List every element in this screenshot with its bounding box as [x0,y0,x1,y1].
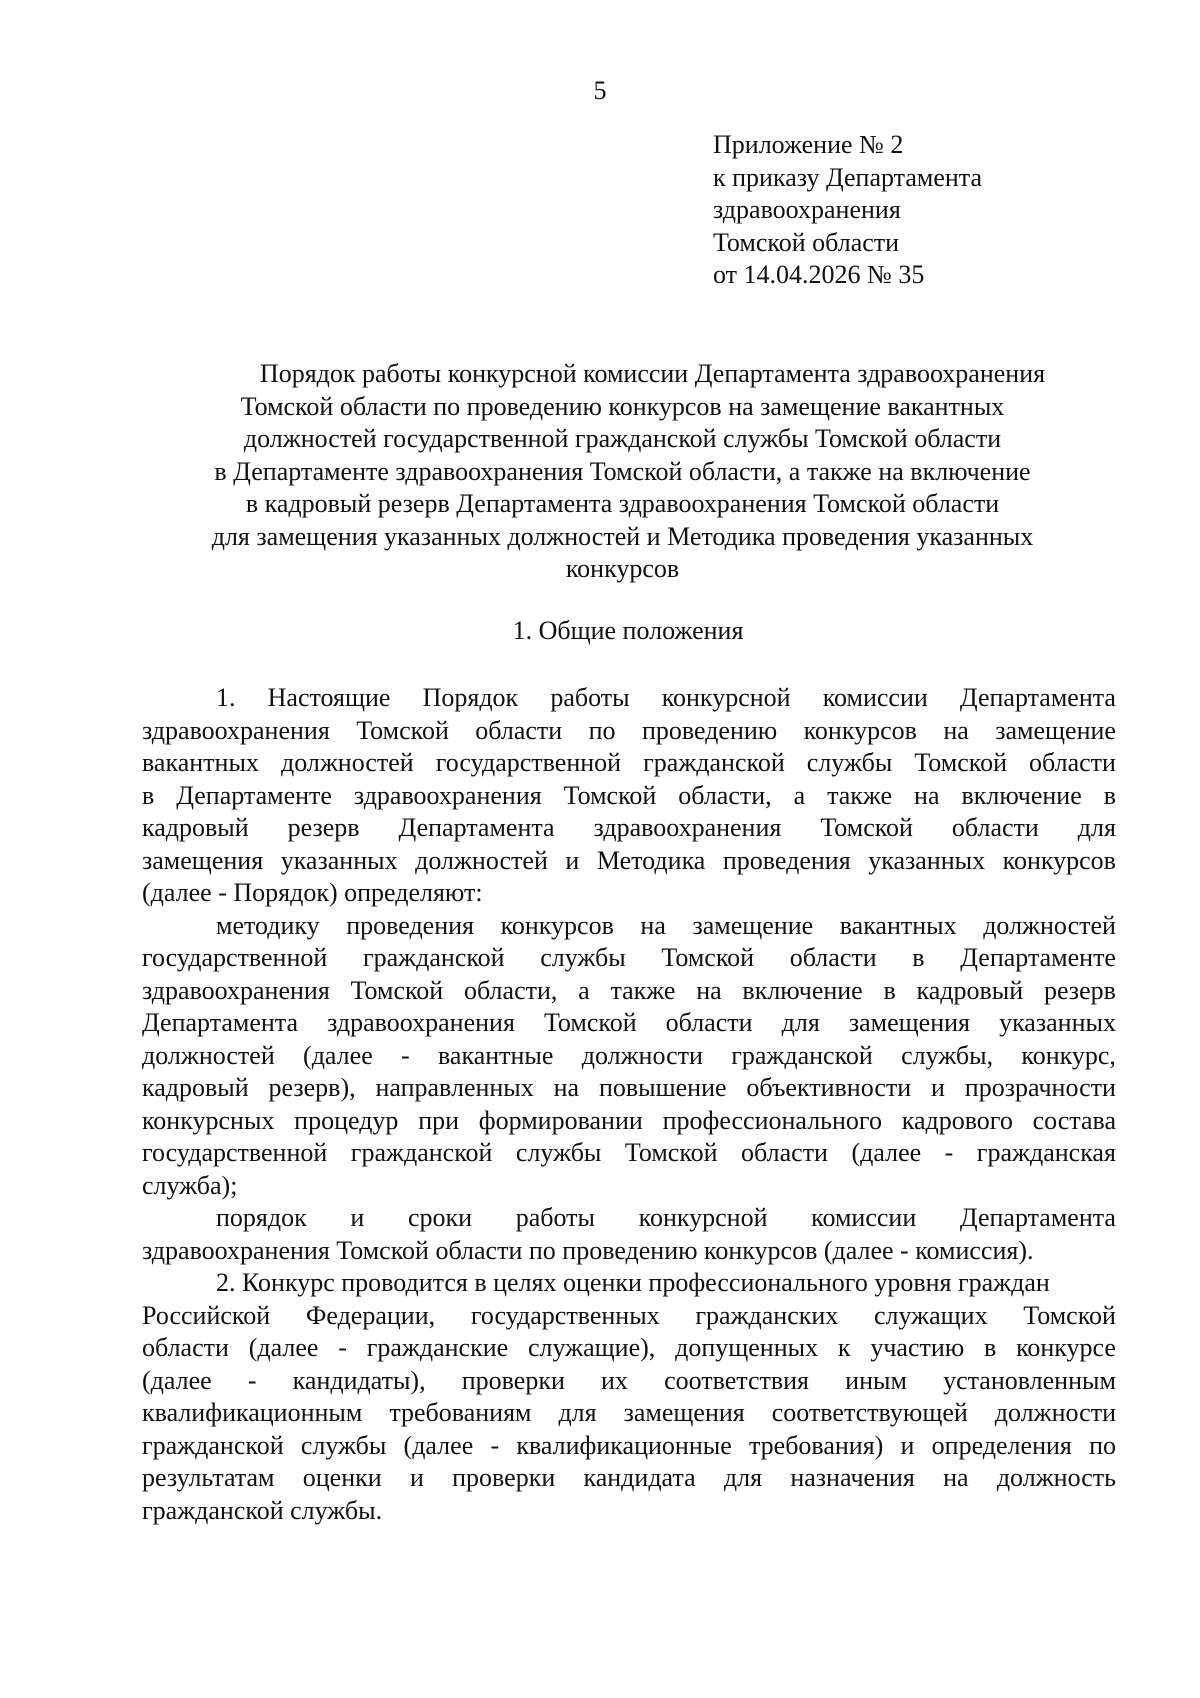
word: гражданской [350,1138,493,1167]
word: должностей [142,1040,275,1070]
word: объективности [746,1073,912,1102]
title-line: Томской области по проведению конкурсов на замещение вакантных [240,391,1005,421]
word: области [142,1333,229,1362]
word: на [640,910,666,940]
word: включение [742,975,863,1005]
justified-line [142,780,1116,813]
paragraph-last-line: (далее - Порядок) определяют: [142,878,483,907]
word: области [951,813,1039,842]
word: области, [463,975,558,1005]
word: конкурсной [661,683,791,712]
justified-line [142,1462,1116,1495]
word: для [558,1398,597,1427]
word: Томской [624,1138,718,1167]
word: конкурсной [638,1203,768,1232]
word: конкурс, [1021,1040,1116,1070]
word: государственной [142,943,328,972]
word: конкурсов [1002,845,1116,875]
justified-line [142,845,1116,878]
word: Департамента [959,1203,1116,1232]
word: Томской [1023,1300,1116,1330]
word: проведения [346,910,475,940]
word: комиссии [811,1203,917,1232]
word: (далее [403,1430,474,1460]
title-line: конкурсов [565,554,680,583]
word: должностей [983,910,1116,940]
word: гражданской [362,943,505,972]
word: комиссии [822,683,928,712]
appendix-line: Томской области [713,227,900,257]
word: замещения [623,1398,745,1427]
word: результатам [142,1463,275,1492]
word: гражданской [142,1430,284,1460]
word: замещения [848,1008,971,1037]
word: государственной [142,1138,328,1167]
word: и [900,1430,915,1460]
word: вакантных [142,748,259,777]
word: кадровый [142,813,249,842]
word: Федерации, [305,1300,436,1330]
word: повышение [598,1073,727,1102]
document-title [140,358,1105,586]
word: процедур [294,1105,399,1135]
word: указанных [280,845,398,875]
word: Томской [820,813,913,842]
word: по [588,715,616,745]
word: проверки [452,1463,556,1492]
word: на [943,1463,969,1492]
word: на [553,1073,580,1102]
word: конкурсов [500,910,614,940]
word: (далее [248,1333,319,1362]
word: замещение [692,910,814,940]
word: Томской [661,943,755,972]
word: порядок [216,1203,307,1232]
word: замещения [142,845,264,875]
word: требования) [748,1430,884,1460]
word: здравоохранения [353,780,542,810]
title-line: Порядок работы конкурсной комиссии Департамента здравоохранения [259,359,1046,388]
word: на [914,780,940,810]
word: Настоящие [267,683,391,712]
word: Департамента [959,683,1116,712]
justified-line [142,1072,1116,1105]
justified-line [142,1397,1116,1430]
appendix-line: от 14.04.2026 № 35 [713,260,925,289]
justified-line [142,1365,1116,1398]
word: проверки [461,1365,565,1395]
word: области [741,1138,828,1167]
word: а [578,975,590,1005]
word: Департаменте [960,943,1116,972]
paragraph-last-line: здравоохранения Томской области по проведению конкурсов (далее - комиссия). [142,1235,1034,1265]
word: формировании [478,1105,643,1135]
word: вакантные [437,1040,554,1070]
appendix-line: здравоохранения [713,195,901,224]
justified-line [142,1007,1116,1040]
title-line: должностей государственной гражданской службы Томской области [243,424,1002,453]
word: государственной [435,748,622,777]
word: в [142,780,155,810]
title-line: в Департаменте здравоохранения Томской области, а также на включение [214,456,1031,486]
paragraph-last-line: служба); [142,1170,238,1200]
word: а [793,780,806,810]
word: к [837,1333,851,1362]
word: соответствующей [771,1398,968,1427]
word: указанных [999,1008,1116,1037]
word: (далее [142,1365,212,1395]
justified-line [142,1332,1116,1365]
word: квалификационным [142,1398,363,1427]
word: - [338,1333,347,1362]
word: и [565,845,580,875]
word: методику [216,910,320,940]
appendix-line: к приказу Департамента [713,162,983,192]
word: резерв), [268,1073,356,1102]
word: Методика [596,845,706,875]
paragraph-last-line: гражданской службы. [142,1495,383,1525]
word: области [475,715,563,745]
word: состава [1032,1105,1116,1135]
word: на [943,715,969,745]
word: 1. [216,683,236,712]
paragraph [142,1267,1116,1527]
word: допущенных [675,1333,819,1362]
word: Департамента [398,813,555,842]
word: государственных [470,1300,660,1330]
word: проведения [722,845,851,875]
word: области, [678,780,772,810]
word: определения [931,1430,1072,1460]
word: - [401,1040,410,1070]
word: гражданские [366,1333,509,1362]
justified-line [142,812,1116,845]
justified-line [142,1105,1116,1138]
word: должностей [415,845,548,875]
word: должностей [280,748,414,777]
justified-line [142,1040,1116,1073]
justified-line [142,747,1116,780]
word: здравоохранения [327,1008,515,1037]
justified-line [142,715,1116,748]
word: резерв [287,813,360,842]
word: проведению [641,715,778,745]
word: Департаменте [176,780,332,810]
word: здравоохранения [142,975,330,1005]
word: в [1103,780,1116,810]
word: Томской [350,975,444,1005]
word: требованиям [389,1398,532,1427]
body-text [142,682,1116,1527]
paragraph [142,682,1116,910]
word: службы [806,748,893,777]
word: Томской [356,715,449,745]
justified-line [142,942,1116,975]
word: профессионального [662,1105,882,1135]
word: должности [994,1398,1116,1427]
word: службы [300,1430,387,1460]
word: Порядок [422,683,519,712]
word: в [912,943,925,972]
word: по [1089,1430,1116,1460]
word: Томской [543,1008,637,1037]
word: для [723,1463,763,1492]
word: их [601,1365,628,1395]
word: - [944,1138,954,1167]
word: области [665,1008,753,1037]
word: установленным [943,1365,1116,1395]
word: также [610,975,676,1005]
word: вакантных [839,910,957,940]
justified-line [142,1430,1116,1463]
word: гражданской [731,1040,873,1070]
word: и [350,1203,365,1232]
word: Российской [142,1300,271,1330]
word: работы [515,1203,595,1232]
word: области [1029,748,1116,777]
word: кандидаты), [292,1365,426,1395]
word: гражданская [976,1138,1116,1167]
word: гражданской [643,748,785,777]
paragraph [142,1202,1116,1267]
word: конкурсе [1016,1333,1116,1362]
section-heading: 1. Общие положения [512,616,744,645]
word: работы [550,683,630,712]
word: - [247,1365,257,1395]
word: здравоохранения [142,715,330,745]
word: кадровый [916,975,1024,1005]
appendix-block [713,129,1153,292]
word: в [883,975,896,1005]
justified-line [142,682,1116,715]
justified-line [142,1137,1116,1170]
word: прозрачности [964,1073,1116,1102]
word: служащие), [527,1333,656,1362]
paragraph [142,910,1116,1203]
justified-line [142,975,1116,1008]
paragraph-first-line: 2. Конкурс проводится в целях оценки профессионального уровня граждан [216,1268,1050,1297]
word: службы, [901,1040,994,1070]
page-number: 5 [593,76,607,105]
title-line: для замещения указанных должностей и Методика проведения указанных [211,521,1034,551]
word: направленных [375,1073,534,1102]
word: службы [540,943,626,972]
word: назначения [790,1463,915,1492]
word: Томской [914,748,1007,777]
appendix-line: Приложение № 2 [713,130,904,159]
justified-line [142,910,1116,943]
word: служащих [873,1300,988,1330]
word: должность [996,1463,1116,1492]
word: для [1077,813,1116,842]
word: Департамента [142,1008,299,1037]
word: на [696,975,722,1005]
word: здравоохранения [593,813,782,842]
title-line: в кадровый резерв Департамента здравоохранения Томской области [245,489,1000,518]
word: оценки [302,1463,382,1492]
word: замещение [995,715,1116,745]
word: участию [870,1333,965,1362]
word: кадровый [142,1073,249,1102]
word: и [931,1073,945,1102]
word: - [490,1430,500,1460]
word: соответствия [664,1365,810,1395]
word: в [983,1333,997,1362]
word: (далее [303,1040,373,1070]
word: иным [845,1365,907,1395]
word: резерв [1043,975,1116,1005]
word: конкурсов [803,715,917,745]
word: и [409,1463,424,1492]
word: квалификационные [516,1430,732,1460]
word: гражданских [695,1300,839,1330]
word: включение [961,780,1082,810]
justified-line [142,1202,1116,1235]
word: сроки [407,1203,473,1232]
word: указанных [868,845,986,875]
word: конкурсных [142,1105,275,1135]
word: должности [581,1040,703,1070]
word: (далее [851,1138,922,1167]
word: также [827,780,893,810]
word: Томской [563,780,657,810]
word: при [418,1105,460,1135]
word: службы [515,1138,602,1167]
word: кандидата [583,1463,696,1492]
word: для [781,1008,820,1037]
word: кадрового [901,1105,1013,1135]
justified-line [142,1300,1116,1333]
word: области [789,943,877,972]
